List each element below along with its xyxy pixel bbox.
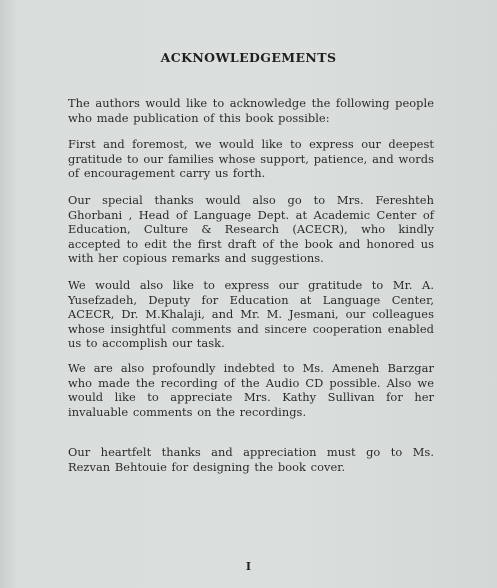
paragraph-families: First and foremost, we would like to express our deepest gratitude to our families whose support, patience, and words of encouragement carry us forth. [68, 137, 434, 181]
paragraph-ghorbani: Our special thanks would also go to Mrs. Fereshteh Ghorbani , Head of Language Dept. at Academic Center of Education, Culture & Research (ACECR), who kindly accepted to edit the first draft of the book and honored us with her copious remarks and suggestions. [68, 193, 434, 266]
page-heading: ACKNOWLEDGEMENTS [160, 50, 337, 65]
paragraph-cover: Our heartfelt thanks and appreciation must go to Ms. Rezvan Behtouie for designing the book cover. [68, 445, 434, 474]
paragraph-colleagues: We would also like to express our gratitude to Mr. A. Yusefzadeh, Deputy for Education at Language Center, ACECR, Dr. M.Khalaji, and Mr. M. Jesmani, our colleagues whose insightful comments and sincere cooperation enabled us to accomplish our task. [68, 278, 434, 351]
page-number: I [245, 560, 252, 573]
paragraph-intro: The authors would like to acknowledge the following people who made publication of this book possible: [68, 96, 434, 125]
paragraph-recording: We are also profoundly indebted to Ms. Ameneh Barzgar who made the recording of the Audio CD possible. Also we would like to appreciate Mrs. Kathy Sullivan for her invaluable comments on the recordings. [68, 361, 434, 419]
